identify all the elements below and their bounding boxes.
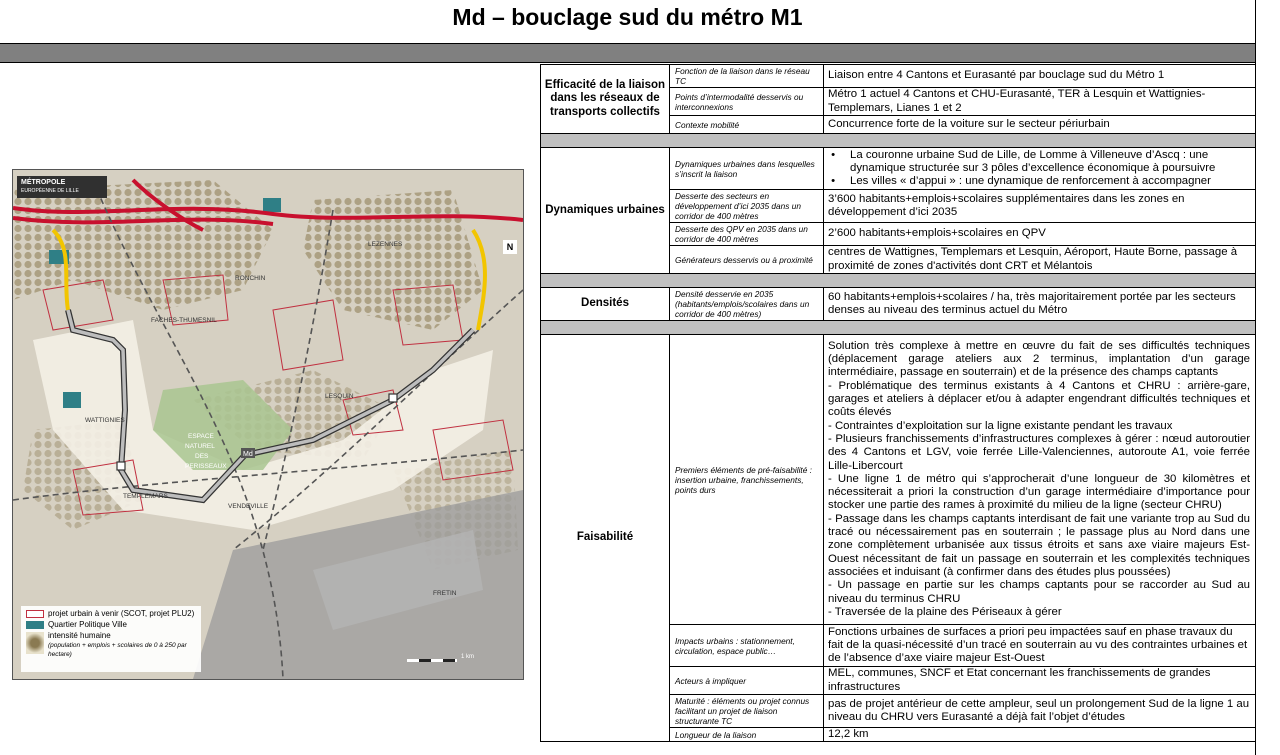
section-label-faisabilite: Faisabilité <box>541 335 670 742</box>
map-drawing <box>13 170 523 679</box>
place-label: LEZENNES <box>368 241 403 248</box>
list-item <box>828 149 1250 176</box>
criterion-cell: Dynamiques urbaines dans lesquelles s’inscrit la liaison <box>670 148 824 190</box>
mel-logo <box>17 176 107 198</box>
criterion-cell: Desserte des secteurs en développement d’ici 2035 dans un corridor de 400 mètres <box>670 190 824 223</box>
criterion-cell: Points d’intermodalité desservis ou interconnexions <box>670 88 824 116</box>
legend-sublabel: (population + emplois + scolaires de 0 à 250 par hectare) <box>48 642 187 658</box>
place-label: PERISSEAUX <box>185 463 227 470</box>
criterion-cell: Premiers éléments de pré-faisabilité : insertion urbaine, franchissements, points durs <box>670 335 824 625</box>
legend-item-urban-project <box>26 609 196 618</box>
criterion-cell: Longueur de la liaison <box>670 728 824 742</box>
place-label: FRETIN <box>433 590 457 597</box>
section-label-efficacite: Efficacité de la liaison dans les réseaux de transports collectifs <box>541 65 670 134</box>
value-cell: Liaison entre 4 Cantons et Eurasanté par bouclage sud du Métro 1 <box>824 65 1256 88</box>
place-label: WATTIGNIES <box>85 417 125 424</box>
urban-project-swatch-icon <box>26 610 44 618</box>
scale-label: 1 km <box>461 654 475 660</box>
criterion-cell: Contexte mobilité <box>670 116 824 134</box>
density-swatch-icon <box>26 632 44 654</box>
legend-label: Quartier Politique Ville <box>48 620 128 629</box>
project-assessment-table <box>540 64 1256 742</box>
table-row <box>541 65 1256 88</box>
criterion-cell: Densité desservie en 2035 (habitants/emplois/scolaires dans un corridor de 400 mètres) <box>670 288 824 321</box>
criterion-cell: Impacts urbains : stationnement, circulation, espace public… <box>670 625 824 667</box>
place-label: NATUREL <box>185 443 215 450</box>
north-arrow-icon: N <box>503 240 517 254</box>
map-scale-bar <box>407 654 487 668</box>
place-label: LESQUIN <box>325 393 354 400</box>
section-label-densites: Densités <box>541 288 670 321</box>
legend-item-qpv <box>26 620 196 629</box>
place-label: RONCHIN <box>235 275 266 282</box>
place-label: ESPACE <box>188 433 214 440</box>
value-cell <box>824 148 1256 190</box>
section-separator <box>541 274 1256 288</box>
criterion-cell: Acteurs à impliquer <box>670 667 824 695</box>
criterion-cell: Maturité : éléments ou projet connus facilitant un projet de liaison structurante TC <box>670 695 824 728</box>
value-cell: MEL, communes, SNCF et Etat concernant les franchissements de grandes infrastructures <box>824 667 1256 695</box>
criterion-cell: Desserte des QPV en 2035 dans un corridor de 400 mètres <box>670 223 824 246</box>
value-cell: Fonctions urbaines de surfaces a priori peu impactées sauf en phase travaux du fait de la quasi-nécessité d’un tracé en souterrain au vu des contraintes urbaines et de l’absence d’axe viaire majeur Est-Ouest <box>824 625 1256 667</box>
section-separator <box>541 321 1256 335</box>
value-cell: Concurrence forte de la voiture sur le secteur périurbain <box>824 116 1256 134</box>
bullet-text: La couronne urbaine Sud de Lille, de Lomme à Villeneuve d’Ascq : une dynamique structurée sur 3 pôles d’excellence économique à poursuivre <box>850 148 1216 174</box>
bullet-icon: • <box>828 148 836 161</box>
table-row <box>541 335 1256 625</box>
value-cell: Solution très complexe à mettre en œuvre du fait de ses difficultés techniques (déplacement garage ateliers aux 2 terminus, implantation d’un garage intermédiaire, passage en souterrain) et de la présence des champs captants - Problématique des terminus existants à 4 Cantons et CHRU : arrière-gare, garages et ateliers à déplacer et/ou à adapter engendrant difficultés techniques et coûts élevés - Contraintes d’exploitation sur la ligne existante pendant les travaux - Plusieurs franchissements d’infrastructures complexes à gérer : nœud autoroutier des 4 Cantons et LGV, voie ferrée Lille-Valenciennes, autoroute A1, voie ferrée Lille-Libercourt - Une ligne 1 de métro qui s’approcherait d’une longueur de 30 kilomètres et nécessiterait a priori la construction d’un garage intermédiaire d’importance pour stocker une partie des rames à proximité du milieu de la ligne (secteur CHRU) - Passage dans les champs captants interdisant de fait une variante trop au Sud du tracé ou nécessairement pas en souterrain ; le passage plus au Nord dans une zone complètement urbanisée aux tissus étroits et sans axe viaire majeurs Est-Ouest nécessitant de fait un passage en souterrain et les complexités techniques associées et induisant (à confirmer dans des études plus poussées) - Un passage en partie sur les champs captants pour se raccorder au Sud au niveau du terminus CHRU - Traversée de la plaine des Périseaux à gérer <box>824 335 1256 625</box>
criterion-cell: Générateurs desservis ou à proximité <box>670 246 824 274</box>
page-title: Md – bouclage sud du métro M1 <box>0 0 1256 42</box>
table-row <box>541 288 1256 321</box>
map-legend <box>21 606 201 672</box>
place-label: TEMPLEMARS <box>123 493 168 500</box>
bullet-icon: • <box>828 175 836 188</box>
legend-label: intensité humaine <box>48 631 111 640</box>
value-cell: 3’600 habitants+emplois+scolaires supplémentaires dans les zones en développement d’ici 2035 <box>824 190 1256 223</box>
value-cell: 2’600 habitants+emplois+scolaires en QPV <box>824 223 1256 246</box>
qpv-swatch-icon <box>26 621 44 629</box>
section-separator <box>541 134 1256 148</box>
header-divider-bar <box>0 43 1256 63</box>
bullet-text: Les villes « d’appui » : une dynamique de renforcement à accompagner <box>850 175 1211 188</box>
value-cell: 60 habitants+emplois+scolaires / ha, très majoritairement portée par les secteurs denses au niveau des terminus actuel du Métro <box>824 288 1256 321</box>
place-label: DES <box>195 453 209 460</box>
value-cell: Métro 1 actuel 4 Cantons et CHU-Eurasanté, TER à Lesquin et Wattignies-Templemars, Lianes 1 et 2 <box>824 88 1256 116</box>
logo-subtitle: EUROPÉENNE DE LILLE <box>21 188 79 194</box>
legend-label: projet urbain à venir (SCOT, projet PLU2) <box>48 609 195 618</box>
place-label: VENDEVILLE <box>228 503 269 510</box>
legend-item-density <box>26 631 196 658</box>
value-cell: 12,2 km <box>824 728 1256 742</box>
md-station-label: Md <box>243 451 253 458</box>
value-cell: centres de Wattignes, Templemars et Lesquin, Aéroport, Haute Borne, passage à proximité de zones d'activités dont CRT et Mélantois <box>824 246 1256 274</box>
place-label: FACHES-THUMESNIL <box>151 317 217 324</box>
scale-bar-graphic <box>407 659 457 662</box>
logo-title: MÉTROPOLE <box>21 179 66 186</box>
section-label-dynamiques: Dynamiques urbaines <box>541 148 670 274</box>
value-cell: pas de projet antérieur de cette ampleur, seul un prolongement Sud de la ligne 1 au niveau du CHRU vers Eurasanté a déjà fait l’objet d’études <box>824 695 1256 728</box>
criterion-cell: Fonction de la liaison dans le réseau TC <box>670 65 824 88</box>
corridor-map <box>12 169 524 680</box>
list-item <box>828 175 1250 188</box>
table-row <box>541 148 1256 190</box>
